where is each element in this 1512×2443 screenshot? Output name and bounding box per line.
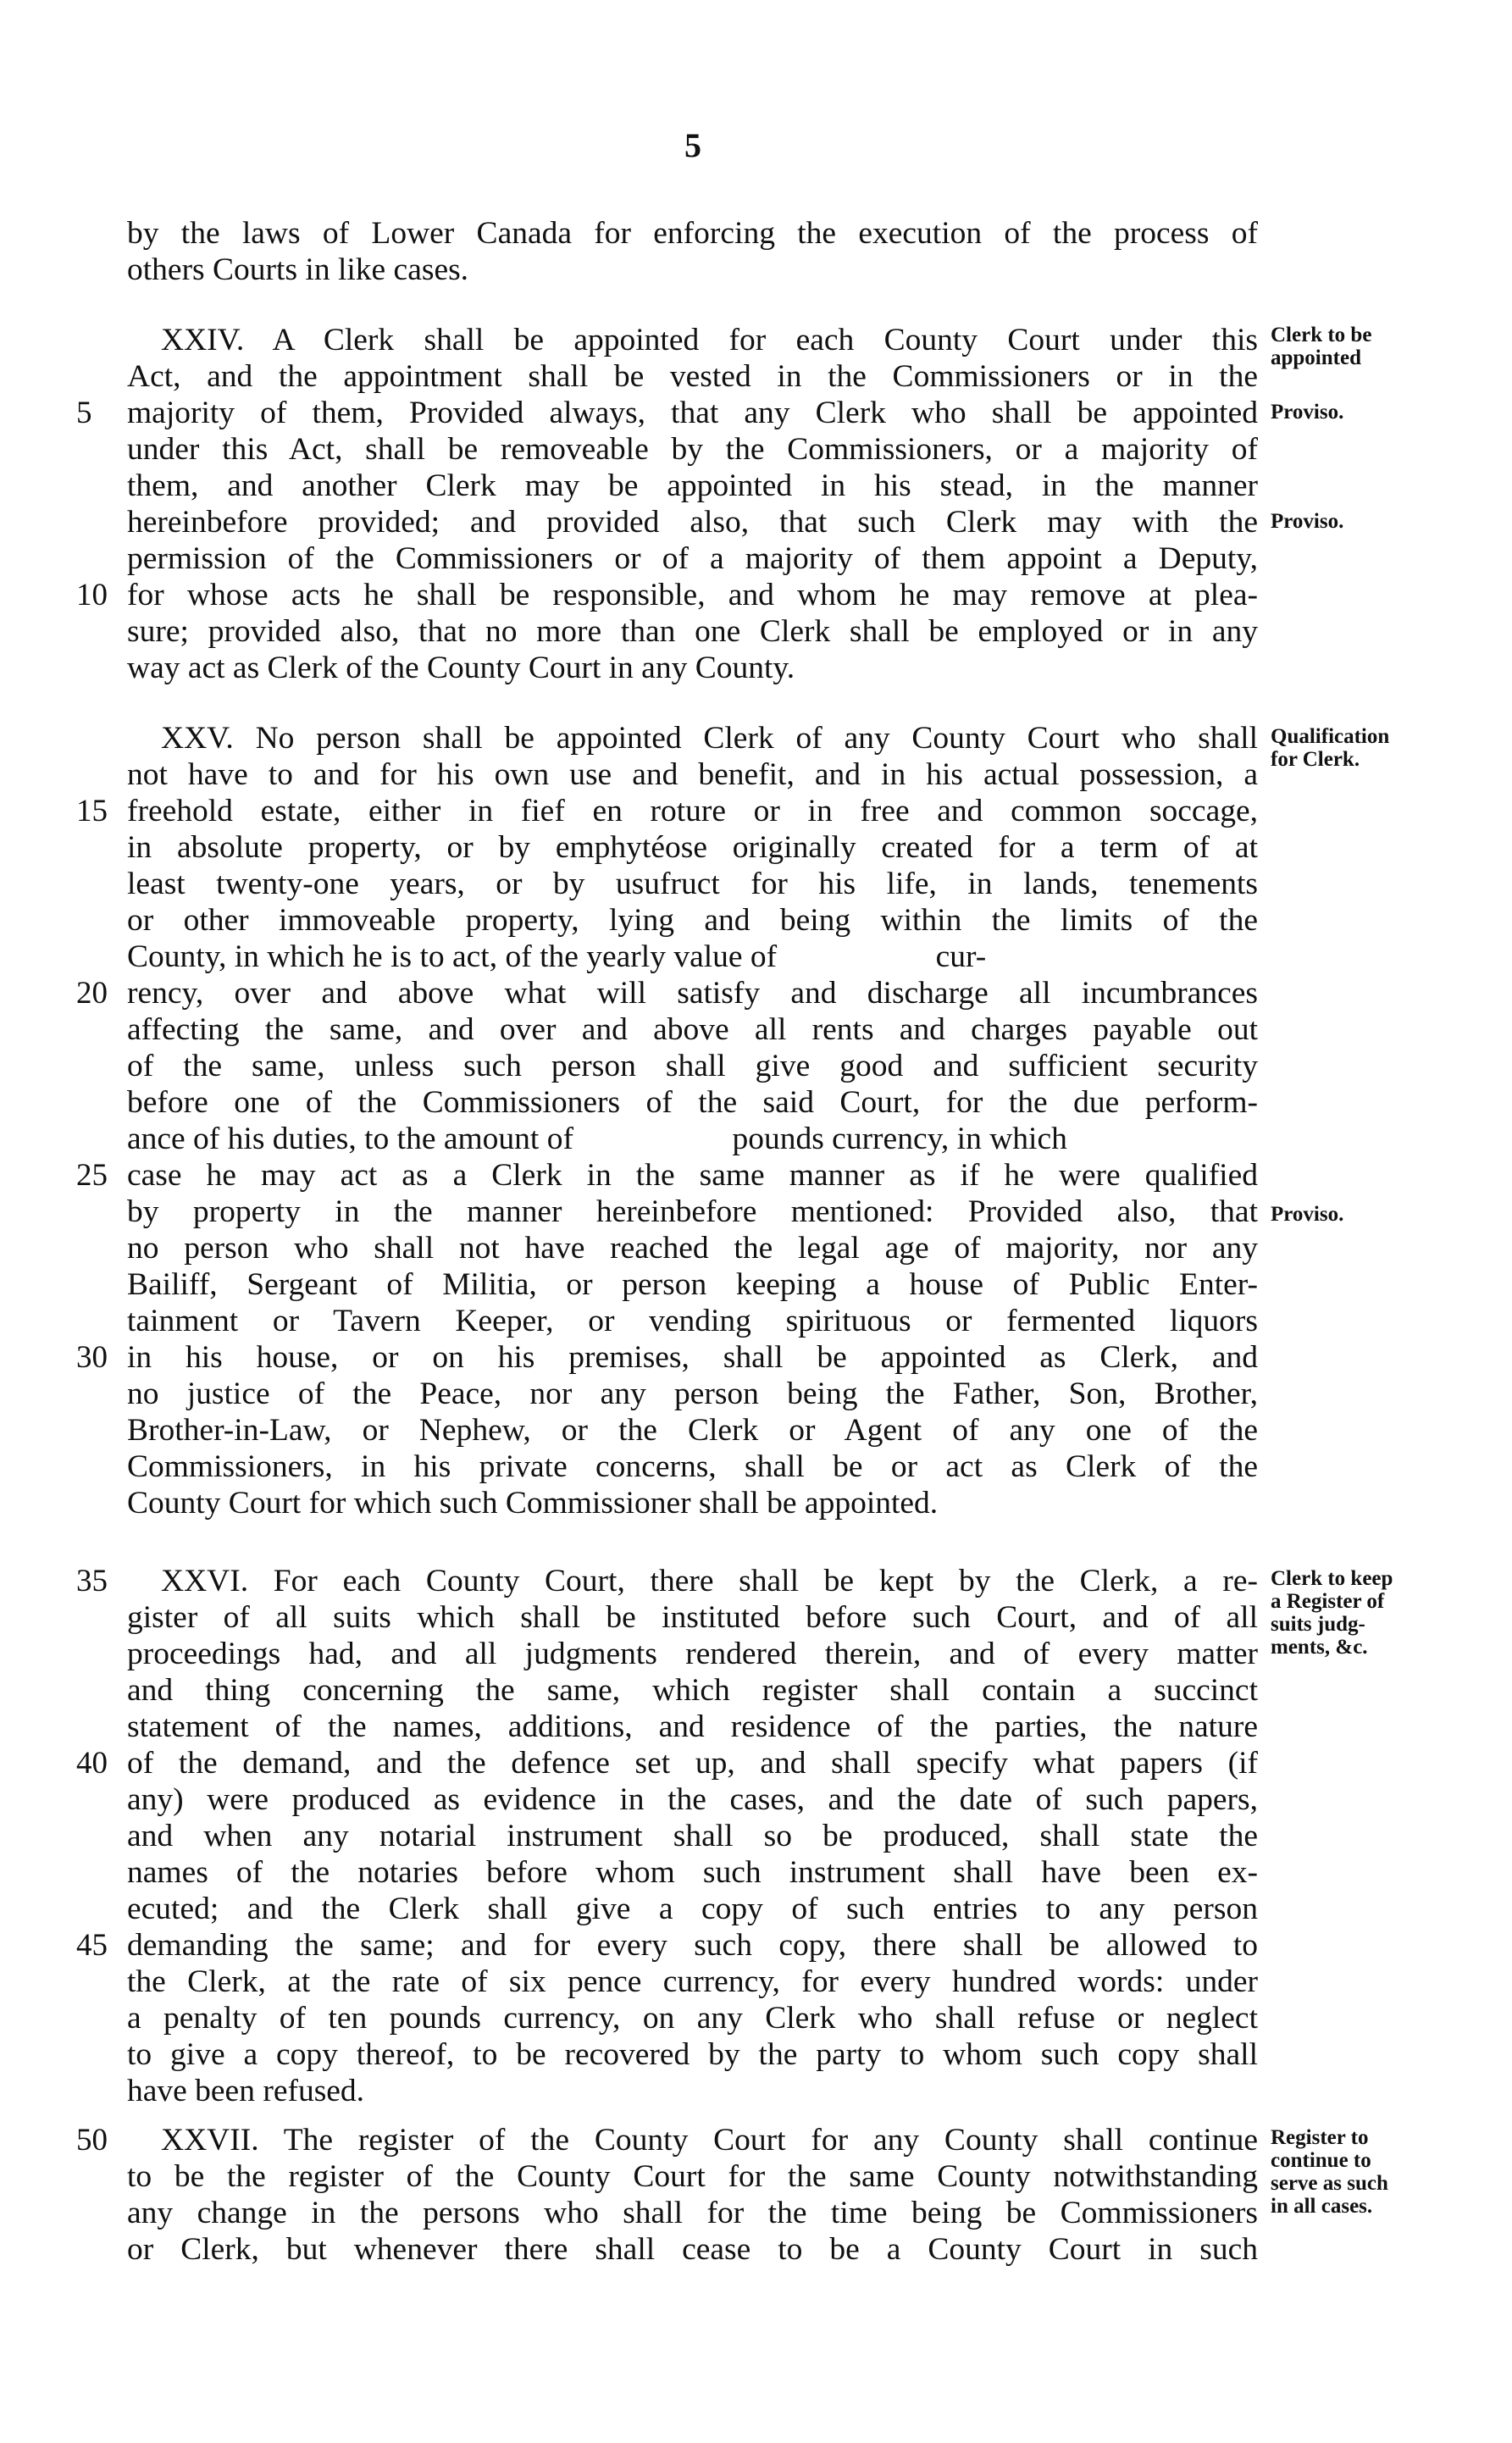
margin-note-line: Clerk to be (1271, 324, 1372, 346)
section-xxvi (127, 1563, 1258, 2109)
margin-note-line: ments, &c. (1271, 1636, 1368, 1659)
text-line: in absolute property, or by emphytéose originally created for a term of at (127, 830, 1258, 865)
line-number: 15 (76, 794, 108, 828)
section-xxvii (127, 2122, 1258, 2268)
text-line: County Court for which such Commissioner shall be appointed. (127, 1486, 939, 1521)
text-line: County, in which he is to act, of the yearly value of cur- (127, 939, 987, 974)
text-line: the Clerk, at the rate of six pence currency, for every hundred words: under (127, 1964, 1258, 1999)
text-line: to be the register of the County Court for the same County notwithstanding (127, 2159, 1258, 2194)
margin-note (1271, 725, 1499, 771)
margin-note-line: Register to (1271, 2126, 1369, 2149)
line-number: 50 (76, 2123, 108, 2158)
text-line: no person who shall not have reached the legal age of majority, nor any (127, 1231, 1258, 1266)
text-line: freehold estate, either in fief en roture or in free and common soccage, (127, 794, 1258, 828)
text-line: XXVI. For each County Court, there shall be kept by the Clerk, a re- (161, 1564, 1258, 1598)
text-line: a penalty of ten pounds currency, on any Clerk who shall refuse or neglect (127, 2001, 1258, 2036)
margin-note-line: Qualification (1271, 725, 1390, 748)
text-line: in his house, or on his premises, shall be appointed as Clerk, and (127, 1340, 1258, 1375)
margin-note-line: suits judg- (1271, 1613, 1365, 1636)
section-xxiv (127, 322, 1258, 686)
text-line: to give a copy thereof, to be recovered by the party to whom such copy shall (127, 2037, 1258, 2072)
text-line: before one of the Commissioners of the said Court, for the due perform- (127, 1085, 1258, 1120)
line-number: 30 (76, 1340, 108, 1375)
margin-note-line: serve as such (1271, 2172, 1388, 2195)
margin-note (1271, 1567, 1499, 1659)
text-line: by property in the manner hereinbefore mentioned: Provided also, that (127, 1194, 1258, 1229)
margin-note-line: continue to (1271, 2149, 1371, 2172)
text-line: have been refused. (127, 2074, 365, 2108)
line-number: 35 (76, 1564, 108, 1598)
line-number: 25 (76, 1158, 108, 1193)
text-line: them, and another Clerk may be appointed in his stead, in the manner (127, 468, 1258, 503)
text-line: for whose acts he shall be responsible, and whom he may remove at plea- (127, 578, 1258, 612)
margin-note-line: for Clerk. (1271, 748, 1360, 771)
text-line: XXVII. The register of the County Court for any County shall continue (161, 2123, 1258, 2158)
margin-note-line: a Register of (1271, 1590, 1385, 1613)
margin-note-line: in all cases. (1271, 2195, 1373, 2218)
text-line: tainment or Tavern Keeper, or vending spirituous or fermented liquors (127, 1304, 1258, 1338)
text-line: XXV. No person shall be appointed Clerk of any County Court who shall (161, 721, 1258, 756)
text-line: way act as Clerk of the County Court in any County. (127, 651, 795, 685)
text-line: Act, and the appointment shall be vested in the Commissioners or in the (127, 359, 1258, 394)
text-line: of the same, unless such person shall give good and sufficient security (127, 1049, 1258, 1083)
text-line: any) were produced as evidence in the cases, and the date of such papers, (127, 1782, 1258, 1817)
text-line: no justice of the Peace, nor any person being the Father, Son, Brother, (127, 1377, 1258, 1411)
text-line: or Clerk, but whenever there shall cease to be a County Court in such (127, 2232, 1258, 2267)
section-xxv (127, 720, 1258, 1521)
text-line: rency, over and above what will satisfy and discharge all incumbrances (127, 976, 1258, 1011)
margin-note (1271, 2126, 1499, 2218)
intro-paragraph (127, 215, 1258, 288)
text-line: ance of his duties, to the amount of pounds currency, in which (127, 1122, 1067, 1156)
text-line: by the laws of Lower Canada for enforcing the execution of the process of (127, 216, 1258, 251)
margin-note-line: appointed (1271, 346, 1361, 369)
line-number: 45 (76, 1928, 108, 1963)
margin-note-line: Proviso. (1271, 401, 1344, 424)
text-line: and when any notarial instrument shall so be produced, shall state the (127, 1819, 1258, 1853)
text-line: XXIV. A Clerk shall be appointed for each County Court under this (161, 323, 1258, 357)
text-line: statement of the names, additions, and residence of the parties, the nature (127, 1709, 1258, 1744)
margin-note (1271, 401, 1499, 424)
text-line: and thing concerning the same, which register shall contain a succinct (127, 1673, 1258, 1708)
text-line: Bailiff, Sergeant of Militia, or person keeping a house of Public Enter- (127, 1267, 1258, 1302)
text-line: under this Act, shall be removeable by the Commissioners, or a majority of (127, 432, 1258, 467)
margin-note (1271, 510, 1499, 533)
text-line: sure; provided also, that no more than one Clerk shall be employed or in any (127, 614, 1258, 649)
margin-note (1271, 324, 1499, 369)
text-line: affecting the same, and over and above all rents and charges payable out (127, 1012, 1258, 1047)
text-line: any change in the persons who shall for the time being be Commissioners (127, 2196, 1258, 2230)
margin-note-line: Proviso. (1271, 1203, 1344, 1226)
text-line: least twenty-one years, or by usufruct for his life, in lands, tenements (127, 867, 1258, 901)
text-line: or other immoveable property, lying and being within the limits of the (127, 903, 1258, 938)
line-number: 5 (76, 396, 92, 430)
line-number: 40 (76, 1746, 108, 1781)
text-line: majority of them, Provided always, that any Clerk who shall be appointed (127, 396, 1258, 430)
margin-note-line: Clerk to keep (1271, 1567, 1393, 1590)
text-line: others Courts in like cases. (127, 252, 469, 287)
margin-note (1271, 1203, 1499, 1226)
margin-note-line: Proviso. (1271, 510, 1344, 533)
text-line: gister of all suits which shall be instituted before such Court, and of all (127, 1600, 1258, 1635)
text-line: names of the notaries before whom such instrument shall have been ex- (127, 1855, 1258, 1890)
text-line: of the demand, and the defence set up, and shall specify what papers (if (127, 1746, 1258, 1781)
text-line: hereinbefore provided; and provided also, that such Clerk may with the (127, 505, 1258, 540)
text-line: case he may act as a Clerk in the same manner as if he were qualified (127, 1158, 1258, 1193)
text-line: demanding the same; and for every such copy, there shall be allowed to (127, 1928, 1258, 1963)
text-line: proceedings had, and all judgments rendered therein, and of every matter (127, 1637, 1258, 1671)
text-line: not have to and for his own use and benefit, and in his actual possession, a (127, 757, 1258, 792)
page-number: 5 (684, 126, 701, 164)
text-line: Commissioners, in his private concerns, shall be or act as Clerk of the (127, 1449, 1258, 1484)
text-line: permission of the Commissioners or of a majority of them appoint a Deputy, (127, 541, 1258, 576)
line-number: 10 (76, 578, 108, 612)
text-line: Brother-in-Law, or Nephew, or the Clerk or Agent of any one of the (127, 1413, 1258, 1448)
text-line: ecuted; and the Clerk shall give a copy of such entries to any person (127, 1892, 1258, 1926)
line-number: 20 (76, 976, 108, 1011)
